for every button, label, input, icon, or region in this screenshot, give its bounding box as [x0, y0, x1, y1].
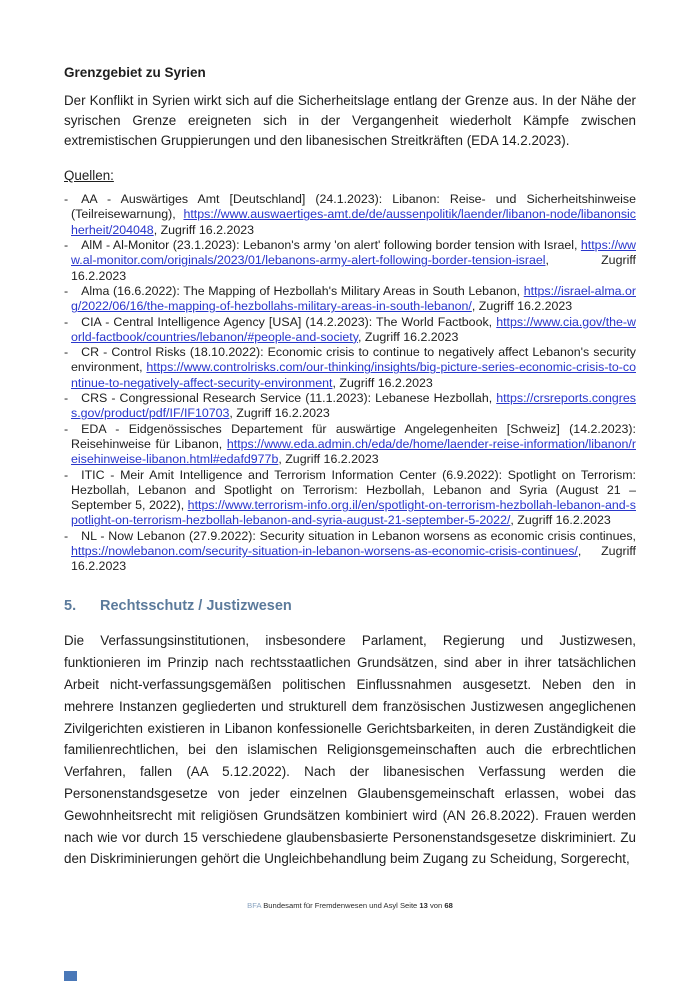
source-link[interactable]: https://www.al-monitor.com/originals/2023/01/lebanons-army-alert-following-border-tension-israel	[71, 238, 636, 268]
source-access-date: , Zugriff 16.2.2023	[510, 513, 611, 528]
bullet-dash: -	[64, 192, 69, 207]
section-title: Rechtsschutz / Justizwesen	[100, 597, 292, 614]
source-citation-text: ITIC - Meir Amit Intelligence and Terrorism Information Center (6.9.2022): Spotlight on Terrorism: Hezbollah, Lebanon and Spotlight on Terrorism: Hezbollah, Lebanon and Syria (August 21 – September 5, 2022),	[71, 467, 636, 513]
section-heading	[64, 597, 636, 616]
bullet-dash: -	[64, 467, 69, 482]
source-link[interactable]: https://www.cia.gov/the-world-factbook/countries/lebanon/#people-and-society	[71, 314, 636, 344]
source-access-date: , Zugriff 16.2.2023	[153, 222, 255, 237]
source-list-item	[64, 238, 636, 284]
source-link[interactable]: https://www.controlrisks.com/our-thinking/insights/big-picture-series-economic-crisis-to-continue-to-negatively-affect-security-environment	[71, 360, 636, 390]
source-access-date: , Zugriff 16.2.2023	[471, 299, 573, 314]
source-citation-text: CIA - Central Intelligence Agency [USA] (14.2.2023): The World Factbook,	[81, 314, 497, 329]
source-link[interactable]: https://nowlebanon.com/security-situation-in-lebanon-worsens-as-economic-crisis-continues/	[71, 544, 578, 559]
bullet-dash: -	[64, 345, 69, 360]
source-list-item	[64, 468, 636, 529]
source-access-date: , Zugriff 16.2.2023	[278, 452, 379, 467]
subsection-heading: Grenzgebiet zu Syrien	[64, 65, 206, 80]
source-citation-text: EDA - Eidgenössisches Departement für auswärtige Angelegenheiten [Schweiz] (14.2.2023): Reisehinweise für Libanon,	[71, 421, 636, 451]
footer-page-total: 68	[444, 901, 453, 910]
source-link[interactable]: https://www.terrorism-info.org.il/en/spotlight-on-terrorism-hezbollah-lebanon-and-spotlight-on-terrorism-hezbollah-lebanon-and-syria-august-21-september-5-2022/	[71, 498, 636, 528]
source-access-date: , Zugriff 16.2.2023	[71, 544, 636, 574]
source-list-item	[64, 315, 636, 346]
bullet-dash: -	[64, 238, 69, 253]
source-link[interactable]: https://www.auswaertiges-amt.de/de/aussenpolitik/laender/libanon-node/libanonsicherheit/204048	[71, 207, 636, 237]
bullet-dash: -	[64, 421, 69, 436]
source-list-item	[64, 345, 636, 391]
footer-office-text: Bundesamt für Fremdenwesen und Asyl Seite	[263, 901, 418, 910]
bullet-dash: -	[64, 314, 69, 329]
source-list-item	[64, 192, 636, 238]
section-number: 5.	[64, 597, 77, 614]
intro-paragraph: Der Konflikt in Syrien wirkt sich auf die Sicherheitslage entlang der Grenze aus. In der Nähe der syrischen Grenze ereigneten sich in der Vergangenheit wiederholt Kämpfe zwischen extremistischen Gruppierungen und den libanesischen Streitkräften (EDA 14.2.2023).	[64, 92, 636, 149]
source-citation-text: CR - Control Risks (18.10.2022): Economic crisis to continue to negatively affect Lebanon's security environment,	[71, 345, 636, 375]
bullet-dash: -	[64, 283, 69, 298]
source-link[interactable]: https://crsreports.congress.gov/product/pdf/IF/IF10703	[71, 391, 636, 421]
source-list	[64, 192, 636, 574]
source-citation-text: Alma (16.6.2022): The Mapping of Hezbollah's Military Areas in South Lebanon,	[81, 283, 524, 298]
sources-label: Quellen:	[64, 167, 114, 183]
bullet-dash: -	[64, 391, 69, 406]
section-paragraph: Die Verfassungsinstitutionen, insbesondere Parlament, Regierung und Justizwesen, funktionieren im Prinzip nach rechtsstaatlichen Grundsätzen, sind aber in ihrer tatsächlichen Arbeit nicht-verfassungsgemäßen politischen Einflussnahmen ausgesetzt. Neben den in mehrere Instanzen gegliederten und strukturell dem französischen Justizwesen angeglichenen Zivilgerichten existieren in Libanon konfessionelle Gerichtsbarkeiten, in deren Zuständigkeit die familienrechtlichen, bei den islamischen Religionsgemeinschaften auch die erbrechtlichen Verfahren, fallen (AA 5.12.2022). Nach der libanesischen Verfassung werden die Personenstandsgesetze von jeder einzelnen Glaubensgemeinschaft erlassen, wobei das Gewohnheitsrecht mit religiösen Grundsätzen kombiniert wird (AN 26.8.2022). Frauen werden nach wie vor durch 15 verschiedene glaubensbasierte Personenstandsgesetze diskriminiert. Zu den Diskriminierungen gehört die Ungleichbehandlung beim Zugang zu Scheidung, Sorgerecht,	[64, 633, 636, 867]
footer-page-number: 13	[419, 901, 428, 910]
source-list-item	[64, 422, 636, 468]
footer-of-label: von	[430, 901, 443, 910]
footer-brand: BFA	[247, 901, 262, 910]
source-citation-text: NL - Now Lebanon (27.9.2022): Security situation in Lebanon worsens as economic crisis continues,	[81, 528, 636, 543]
source-list-item	[64, 529, 636, 575]
source-list-item	[64, 284, 636, 315]
source-access-date: , Zugriff 16.2.2023	[71, 253, 636, 283]
source-citation-text: CRS - Congressional Research Service (11.1.2023): Lebanese Hezbollah,	[81, 391, 497, 406]
source-link[interactable]: https://israel-alma.org/2022/06/16/the-mapping-of-hezbollahs-military-areas-in-south-lebanon/	[71, 283, 636, 314]
source-access-date: , Zugriff 16.2.2023	[332, 375, 433, 390]
source-citation-text: AlM - Al-Monitor (23.1.2023): Lebanon's army 'on alert' following border tension with Israel,	[81, 238, 581, 253]
page-footer	[0, 901, 700, 910]
source-list-item	[64, 391, 636, 422]
source-link[interactable]: https://www.eda.admin.ch/eda/de/home/laender-reise-information/libanon/reisehinweise-libanon.html#edafd977b	[71, 436, 636, 467]
source-access-date: , Zugriff 16.2.2023	[358, 329, 459, 344]
source-citation-text: AA - Auswärtiges Amt [Deutschland] (24.1.2023): Libanon: Reise- und Sicherheitshinweise (Teilreisewarnung),	[71, 192, 636, 222]
page-corner-marker	[64, 971, 77, 981]
bullet-dash: -	[64, 528, 69, 543]
source-access-date: , Zugriff 16.2.2023	[229, 406, 330, 421]
